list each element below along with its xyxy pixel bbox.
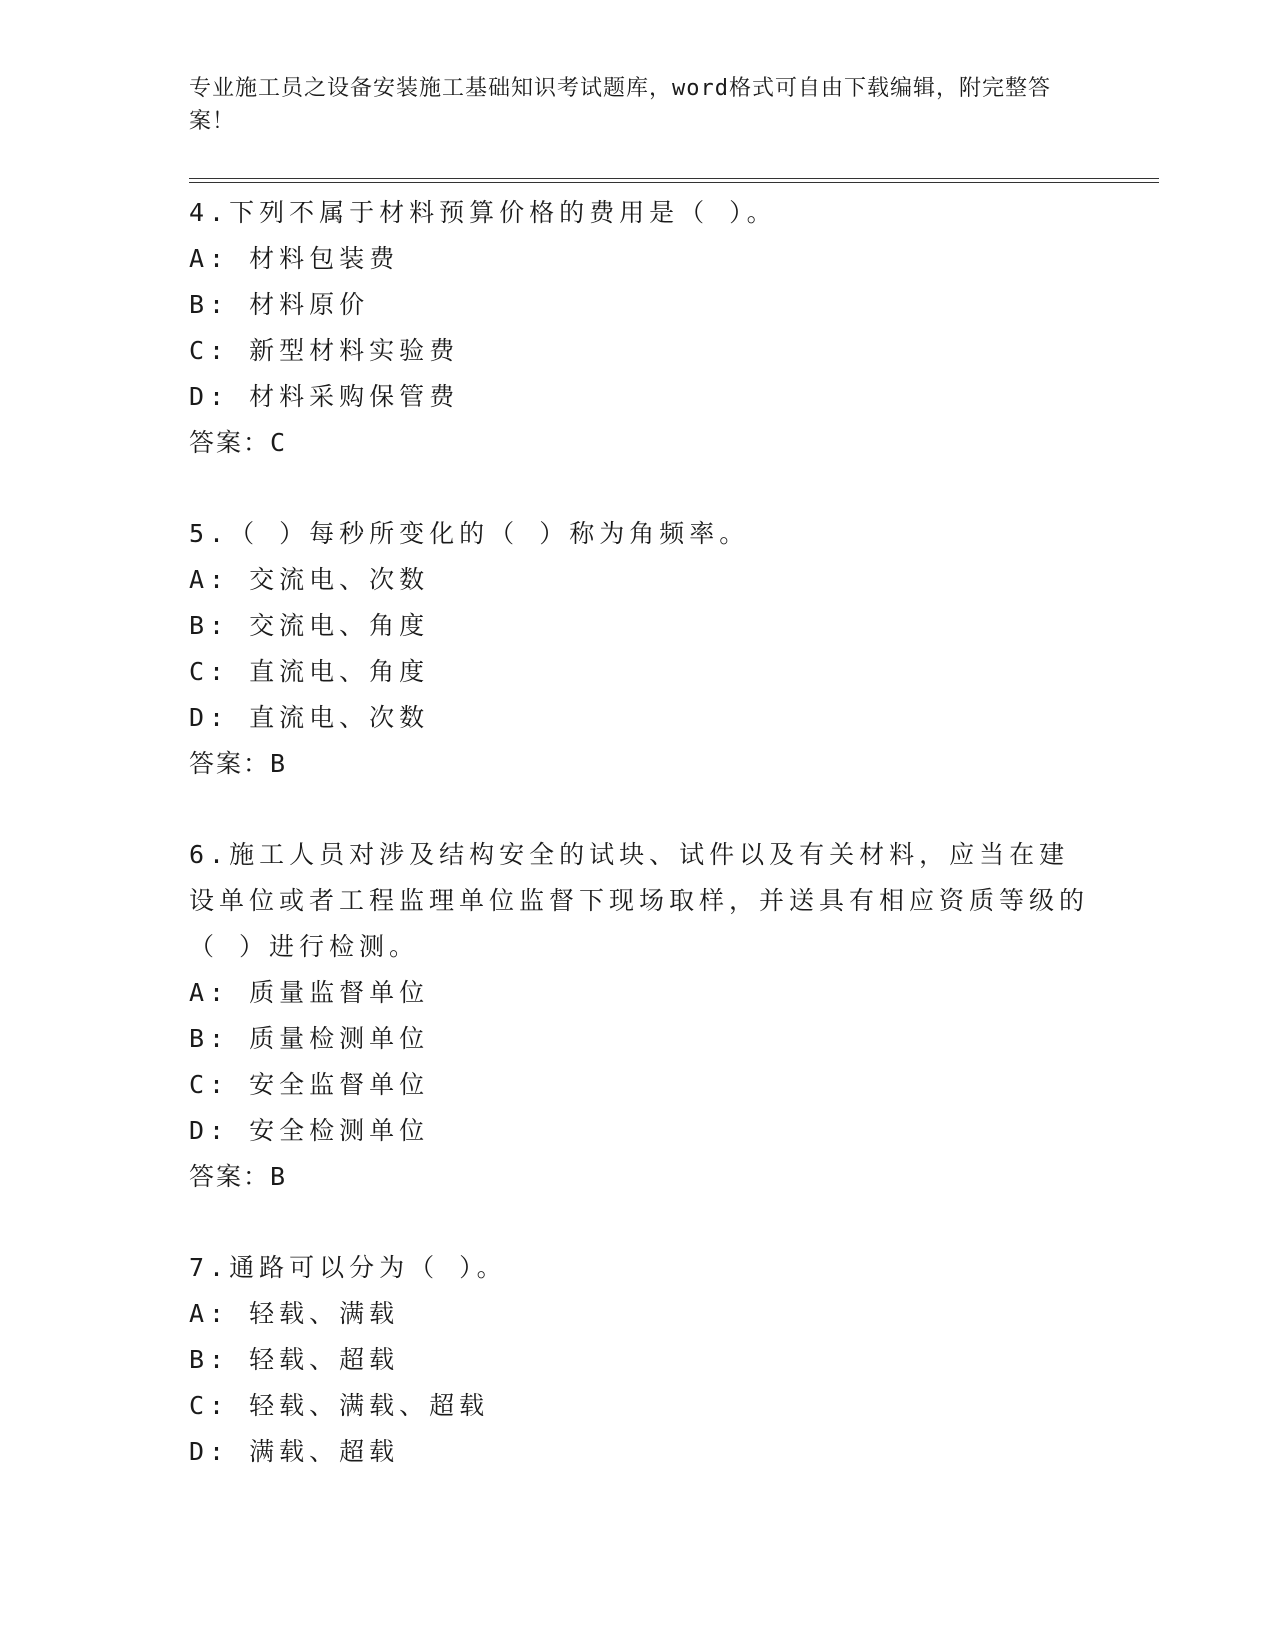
option-c: C: 直流电、角度 [189,657,430,686]
question-item [189,832,1089,1200]
question-stem: 5.（ ）每秒所变化的（ ）称为角频率。 [189,519,750,548]
option-a: A: 轻载、满载 [189,1299,400,1328]
option-c: C: 轻载、满载、超载 [189,1391,490,1420]
answer-line: 答案：C [189,428,288,457]
answer-line: 答案：B [189,1162,288,1191]
option-b: B: 质量检测单位 [189,1024,430,1053]
document-header: 专业施工员之设备安装施工基础知识考试题库，word格式可自由下载编辑，附完整答案！ [189,76,1051,134]
question-item [189,190,1089,466]
option-d: D: 材料采购保管费 [189,382,460,411]
question-stem: 7.通路可以分为（ ）。 [189,1253,507,1282]
option-b: B: 轻载、超载 [189,1345,400,1374]
question-item [189,1245,1089,1475]
option-a: A: 质量监督单位 [189,978,430,1007]
option-c: C: 新型材料实验费 [189,336,460,365]
option-d: D: 直流电、次数 [189,703,430,732]
question-stem: 4.下列不属于材料预算价格的费用是（ ）。 [189,198,777,227]
header-divider [189,178,1159,183]
option-d: D: 满载、超载 [189,1437,400,1466]
question-item [189,511,1089,787]
option-c: C: 安全监督单位 [189,1070,430,1099]
question-stem: 6.施工人员对涉及结构安全的试块、试件以及有关材料，应当在建设单位或者工程监理单位监督下现场取样，并送具有相应资质等级的（ ）进行检测。 [189,840,1090,961]
option-a: A: 材料包装费 [189,244,400,273]
option-b: B: 交流电、角度 [189,611,430,640]
question-list [189,190,1089,1520]
option-d: D: 安全检测单位 [189,1116,430,1145]
option-b: B: 材料原价 [189,290,370,319]
answer-line: 答案：B [189,749,288,778]
option-a: A: 交流电、次数 [189,565,430,594]
